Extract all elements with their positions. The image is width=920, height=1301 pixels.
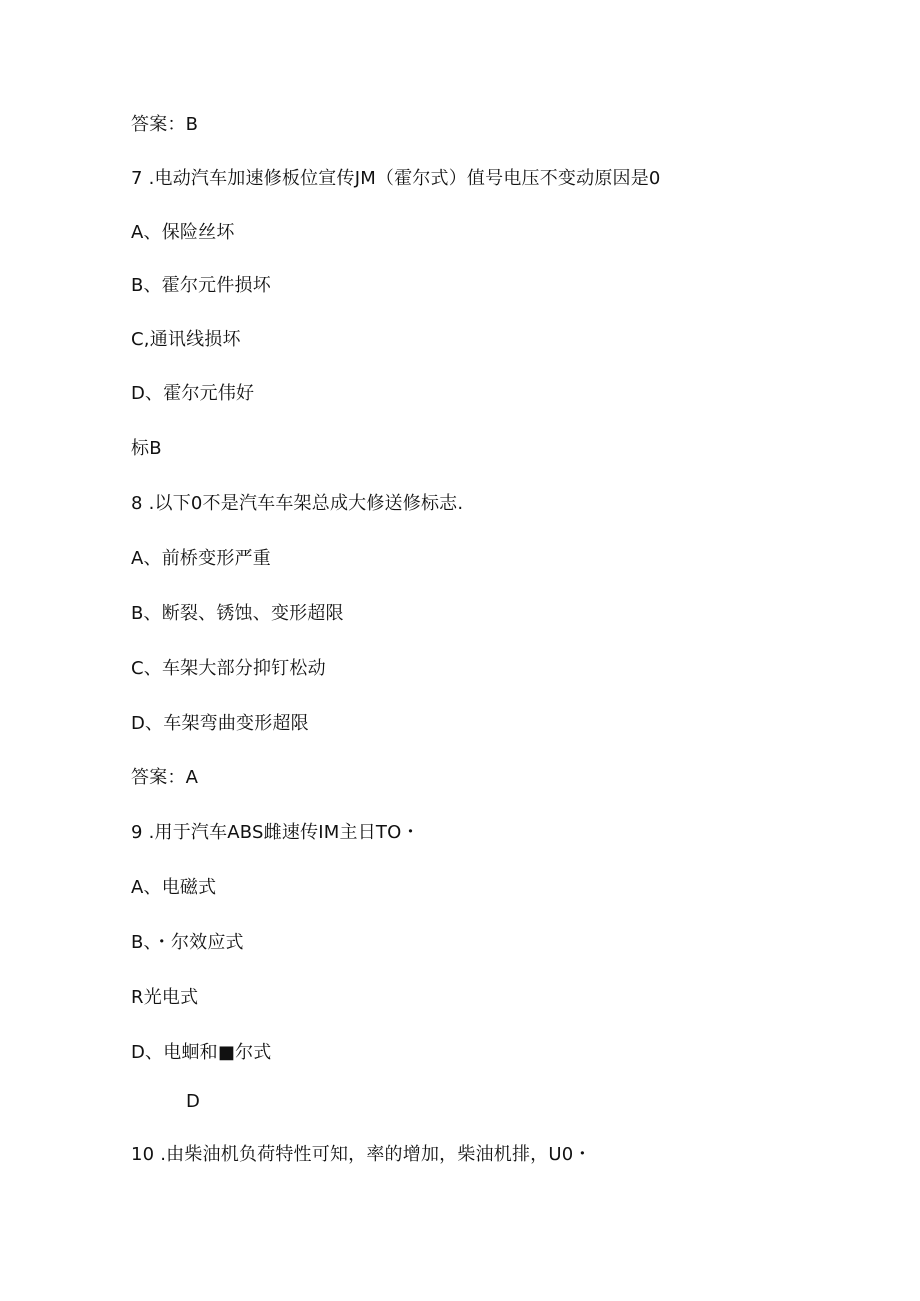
option-a: A、保险丝坏 bbox=[131, 222, 235, 243]
option-a: A、电磁式 bbox=[131, 877, 217, 898]
question-10: 10 .由柴油机负荷特性可知，率的增加，柴油机排，U0・ bbox=[131, 1144, 592, 1165]
option-d: D、车架弯曲变形超限 bbox=[131, 713, 309, 734]
option-d: D、霍尔元伟好 bbox=[131, 383, 255, 404]
answer-line: 答案：A bbox=[131, 767, 199, 788]
answer-line: D bbox=[186, 1091, 201, 1112]
option-b: B、・尔效应式 bbox=[131, 932, 244, 953]
option-d: D、电蛔和■尔式 bbox=[131, 1042, 272, 1063]
option-b: B、霍尔元件损坏 bbox=[131, 275, 271, 296]
question-9: 9 .用于汽车ABS雌速传IM主日TO・ bbox=[131, 822, 420, 843]
answer-line: 答案：B bbox=[131, 114, 199, 135]
answer-line: 标B bbox=[131, 438, 162, 459]
option-c: C、车架大部分抑钉松动 bbox=[131, 658, 326, 679]
option-c: C,通讯线损坏 bbox=[131, 329, 241, 350]
option-b: B、断裂、锈蚀、变形超限 bbox=[131, 603, 344, 624]
question-8: 8 .以下0不是汽车车架总成大修送修标志. bbox=[131, 493, 464, 514]
option-c: R光电式 bbox=[131, 987, 199, 1008]
option-a: A、前桥变形严重 bbox=[131, 548, 271, 569]
question-7: 7 .电动汽车加速修板位宣传JM（霍尔式）值号电压不变动原因是0 bbox=[131, 168, 661, 189]
